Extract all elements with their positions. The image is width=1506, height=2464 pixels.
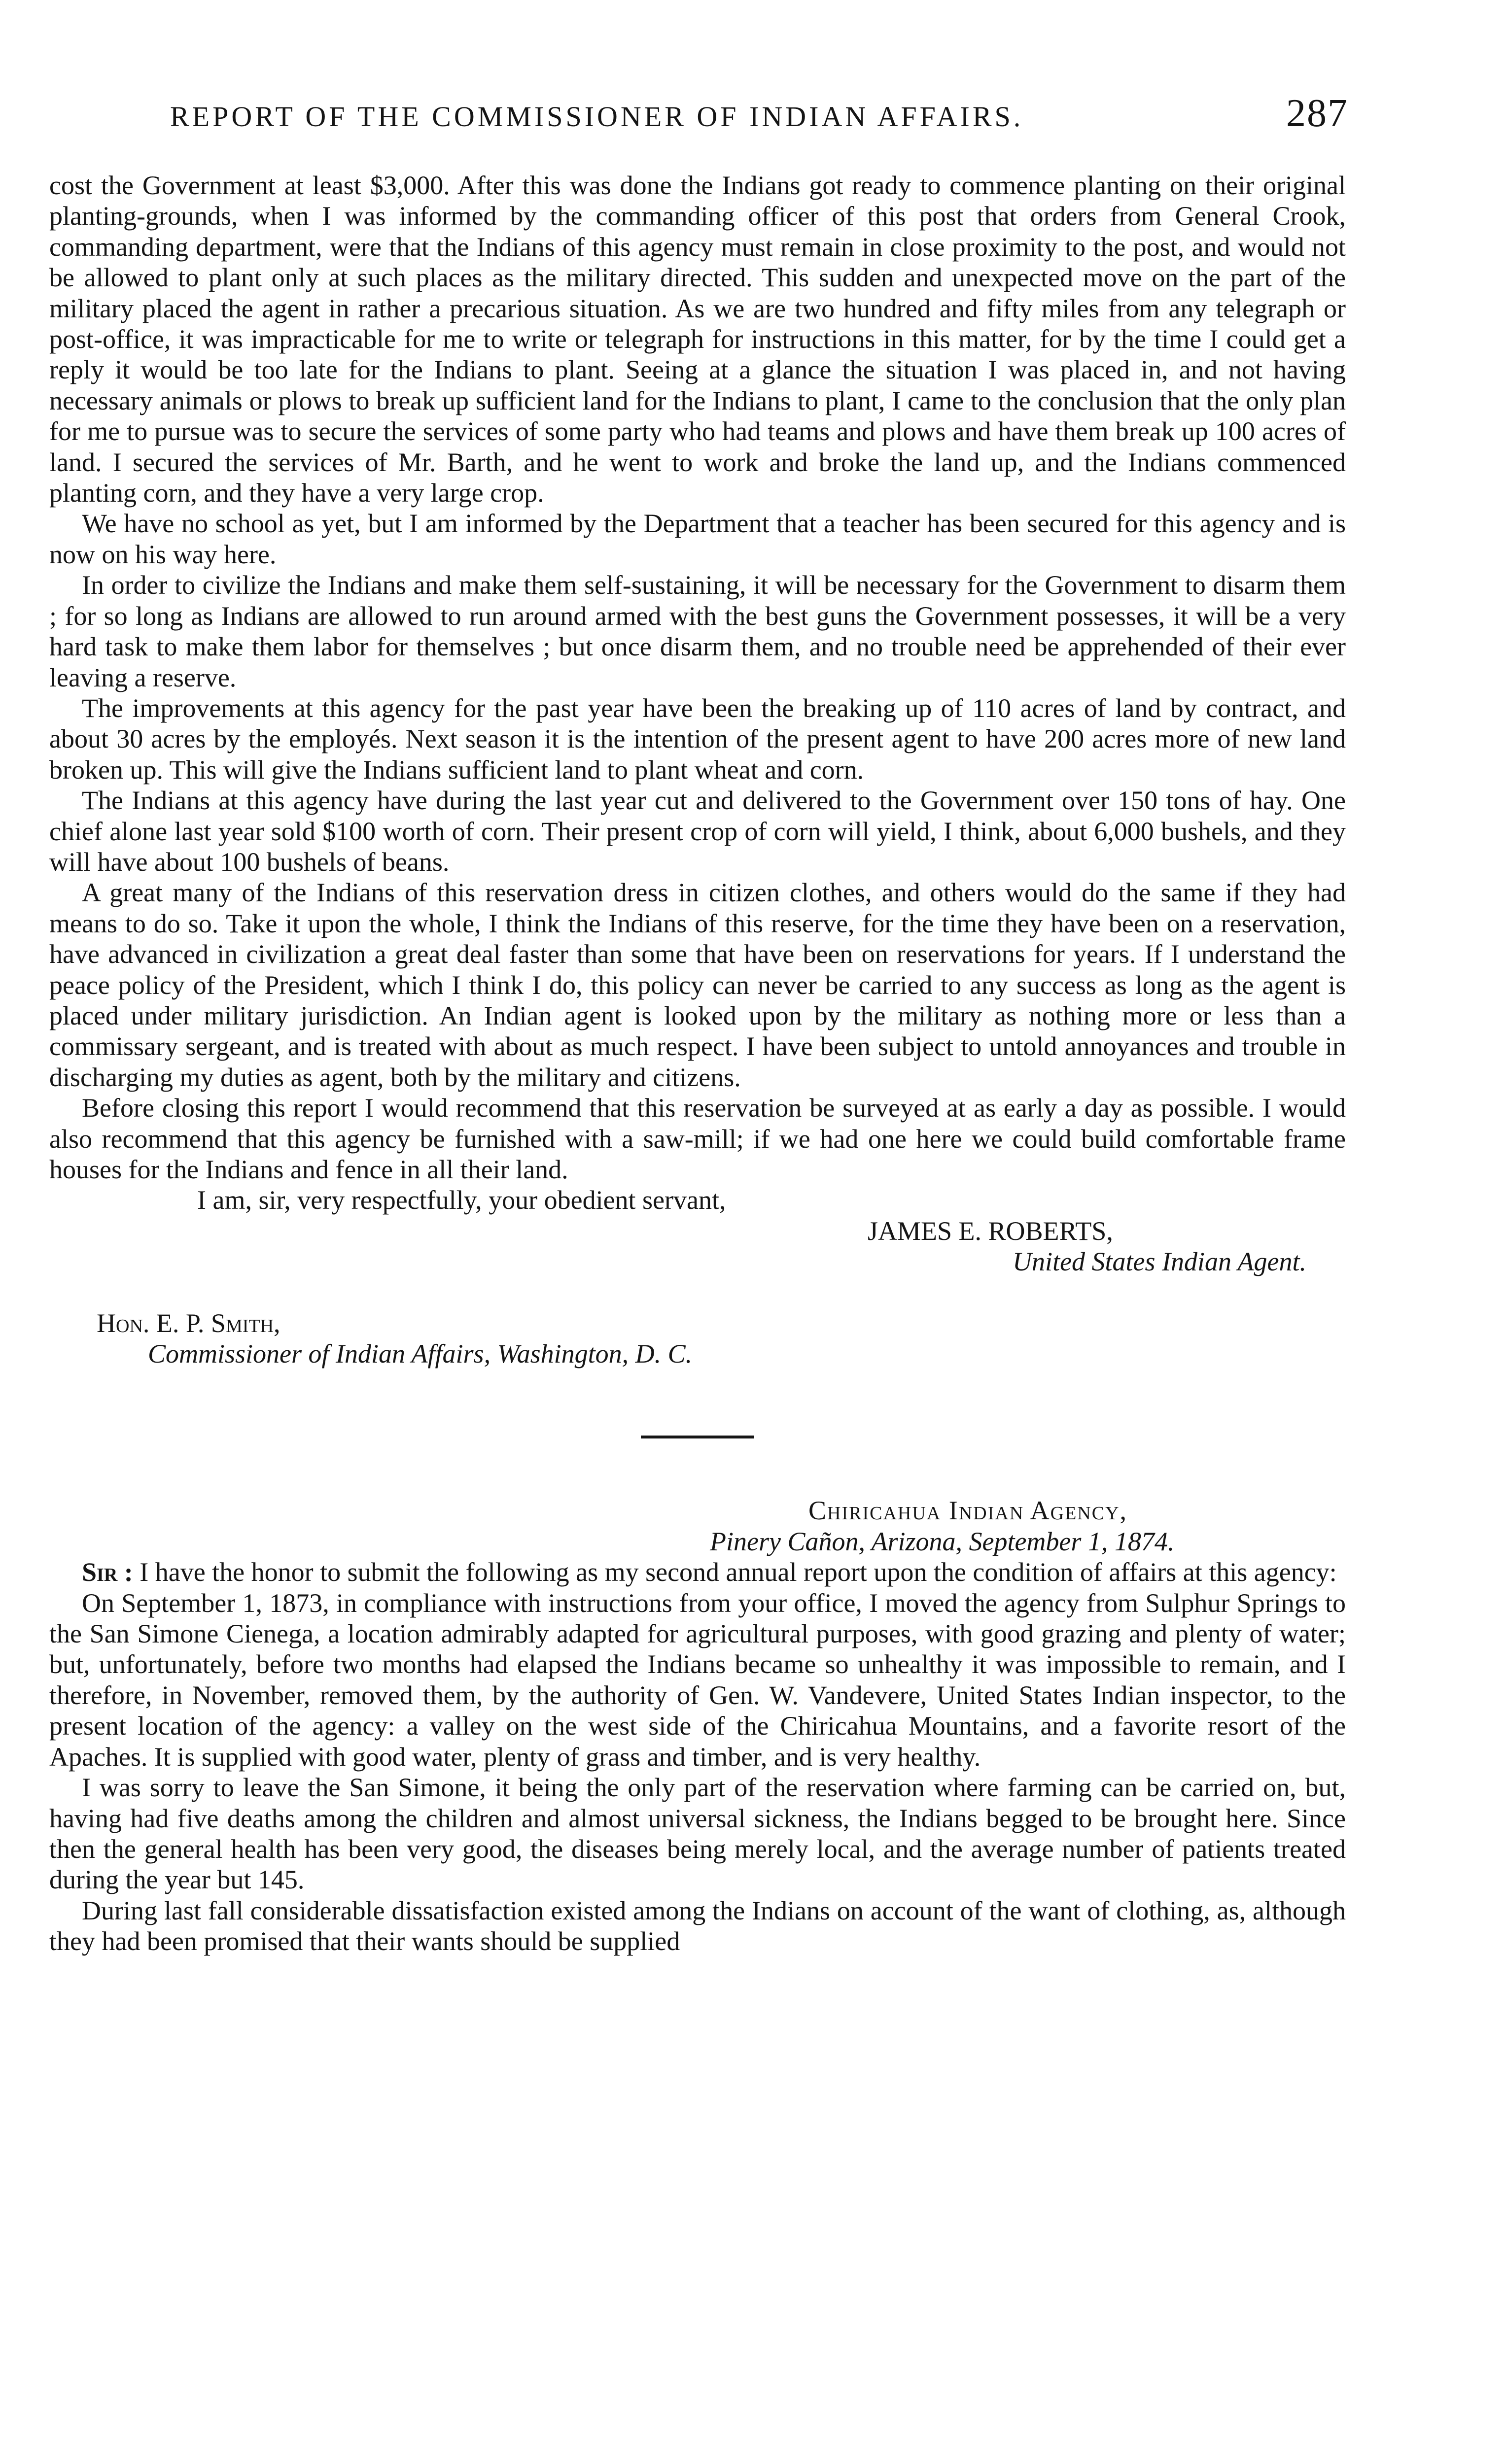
signature-name: JAMES E. ROBERTS,	[868, 1216, 1113, 1246]
paragraph-salutation	[49, 1557, 1346, 1587]
paragraph: The improvements at this agency for the past year have been the breaking up of 110 acres of land by contract, and about 30 acres by the employés. Next season it is the intention of the present agent to have 200 acres more of new land broken up. This will give the Indians sufficient land to plant wheat and corn.	[49, 693, 1346, 785]
page-number: 287	[1286, 92, 1348, 135]
paragraph: In order to civilize the Indians and make them self-sustaining, it will be necessary for the Government to disarm them ; for so long as Indians are allowed to run around armed with the best guns the Government possesses, it will be a very hard task to make them labor for themselves ; but once disarm them, and no trouble need be apprehended of their ever leaving a reserve.	[49, 570, 1346, 692]
paragraph: The Indians at this agency have during the last year cut and delivered to the Government over 150 tons of hay. One chief alone last year sold $100 worth of corn. Their present crop of corn will yield, I think, about 6,000 bushels, and they will have about 100 bushels of beans.	[49, 786, 1346, 877]
paragraph: We have no school as yet, but I am informed by the Department that a teacher has been secured for this agency and is now on his way here.	[49, 509, 1346, 569]
body-text	[49, 170, 1346, 1957]
paragraph-continued: cost the Government at least $3,000. After this was done the Indians got ready to commence planting on their original planting-grounds, when I was informed by the commanding officer of this post that orders from General Crook, commanding department, were that the Indians of this agency must remain in close proximity to the post, and would not be allowed to plant only at such places as the military directed. This sudden and unexpected move on the part of the military placed the agent in rather a precarious situation. As we are two hundred and fifty miles from any telegraph or post-office, it was impracticable for me to write or telegraph for instructions in this matter, for by the time I could get a reply it would be too late for the Indians to plant. Seeing at a glance the situation I was placed in, and not having necessary animals or plows to break up sufficient land for the Indians to plant, I came to the conclusion that the only plan for me to pursue was to secure the services of some party who had teams and plows and have them break up 100 acres of land. I secured the services of Mr. Barth, and he went to work and broke the land up, and the Indians commenced planting corn, and they have a very large crop.	[49, 171, 1346, 508]
page-header	[170, 91, 1348, 145]
addressee-title: Commissioner of Indian Affairs, Washington, D. C.	[148, 1339, 693, 1369]
paragraph: During last fall considerable dissatisfaction existed among the Indians on account of the want of clothing, as, although they had been promised that their wants should be supplied	[49, 1895, 1346, 1956]
closing-line: I am, sir, very respectfully, your obedient servant,	[197, 1185, 726, 1215]
salutation: Sir :	[82, 1557, 133, 1587]
agency-heading	[49, 1495, 1346, 1526]
paragraph: I was sorry to leave the San Simone, it being the only part of the reservation where farming can be carried on, but, having had five deaths among the children and almost universal sickness, the Indians begged to be brought here. Since then the general health has been very good, the diseases being merely local, and the average number of patients treated during the year but 145.	[49, 1773, 1346, 1895]
salutation-text: I have the honor to submit the following as my second annual report upon the condition of affairs at this agency:	[140, 1557, 1337, 1587]
addressee-name-text: Hon. E. P. Smith,	[97, 1308, 280, 1338]
running-head: REPORT OF THE COMMISSIONER OF INDIAN AFFAIRS.	[170, 101, 1024, 133]
agency-heading-text: Chiricahua Indian Agency,	[808, 1496, 1128, 1526]
place-date: Pinery Cañon, Arizona, September 1, 1874.	[710, 1526, 1175, 1556]
paragraph: Before closing this report I would recommend that this reservation be surveyed at as early a day as possible. I would also recommend that this agency be furnished with a saw-mill; if we had one here we could build comfortable frame houses for the Indians and fence in all their land.	[49, 1093, 1346, 1184]
dateline	[49, 1495, 1346, 1557]
signature-title: United States Indian Agent.	[1013, 1247, 1306, 1277]
paragraph: On September 1, 1873, in compliance with instructions from your office, I moved the agency from Sulphur Springs to the San Simone Cienega, a location admirably adapted for agricultural purposes, with good grazing and plenty of water; but, unfortunately, before two months had elapsed the Indians became so unhealthy it was impossible to remain, and I therefore, in November, removed them, by the authority of Gen. W. Vandevere, United States Indian inspector, to the present location of the agency: a valley on the west side of the Chiricahua Mountains, and a favorite resort of the Apaches. It is supplied with good water, plenty of grass and timber, and is very healthy.	[49, 1588, 1346, 1772]
section-divider	[641, 1436, 754, 1438]
paragraph: A great many of the Indians of this reservation dress in citizen clothes, and others would do the same if they had means to do so. Take it upon the whole, I think the Indians of this reserve, for the time they have been on a reservation, have advanced in civilization a great deal faster than some that have been on reservations for years. If I understand the peace policy of the President, which I think I do, this policy can never be carried to any success as long as the agent is placed under military jurisdiction. An Indian agent is looked upon by the military as nothing more or less than a commissary sergeant, and is treated with about as much respect. I have been subject to untold annoyances and trouble in discharging my duties as agent, both by the military and citizens.	[49, 878, 1346, 1092]
addressee-name	[49, 1308, 1346, 1338]
